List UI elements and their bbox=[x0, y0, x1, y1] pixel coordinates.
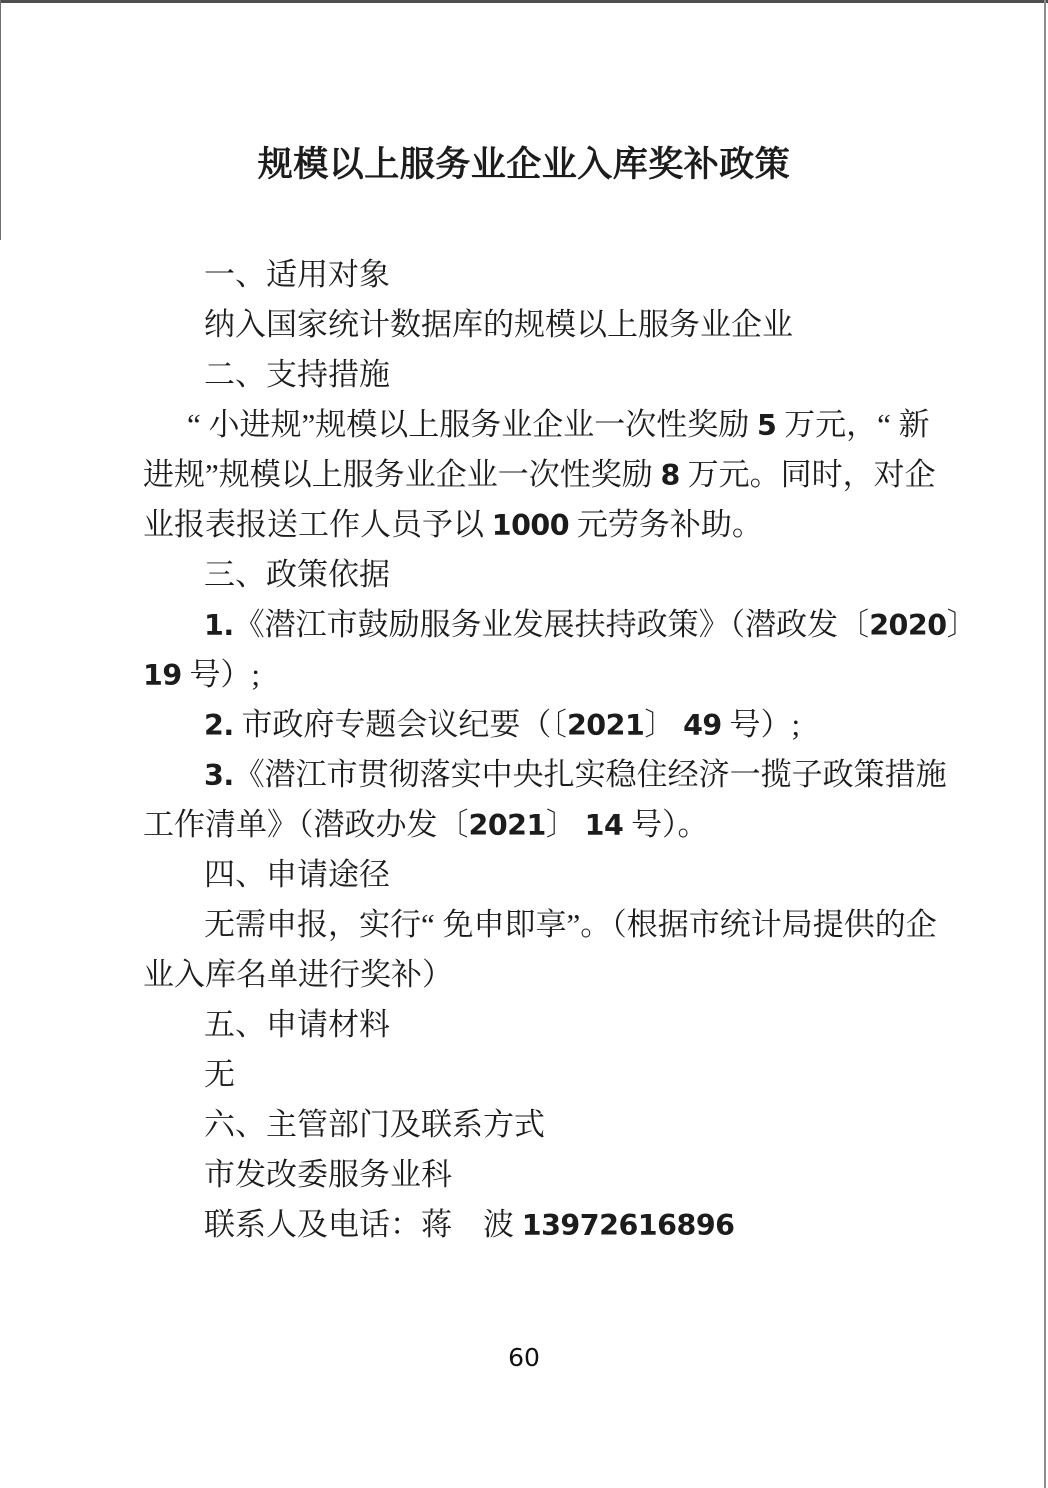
numeral: 5 bbox=[757, 409, 777, 442]
page-top-border bbox=[0, 0, 1048, 3]
numeral: 19 bbox=[143, 659, 182, 692]
text-line: 工作清单》（潜政办发〔2021〕 14 号）。 bbox=[143, 807, 709, 842]
numeral: 8 bbox=[660, 459, 680, 492]
text-line: 无需申报，实行“ 免申即享”。（根据市统计局提供的企 bbox=[204, 907, 937, 942]
document-title: 规模以上服务业企业入库奖补政策 bbox=[257, 145, 791, 184]
numeral: 1. bbox=[204, 609, 234, 642]
numeral: 49 bbox=[683, 709, 722, 742]
section-heading-1: 一、适用对象 bbox=[204, 257, 390, 292]
numeral: 13972616896 bbox=[521, 1209, 735, 1242]
numeral: 2. bbox=[204, 709, 234, 742]
text-line: 3.《潜江市贯彻落实中央扎实稳住经济一揽子政策措施 bbox=[204, 757, 947, 792]
document-body bbox=[143, 250, 978, 1250]
text-line: 无 bbox=[204, 1057, 235, 1092]
section-heading-4: 四、申请途径 bbox=[204, 857, 390, 892]
section-heading-3: 三、政策依据 bbox=[204, 557, 390, 592]
section-heading-6: 六、主管部门及联系方式 bbox=[204, 1107, 545, 1142]
text-line: “ 小进规”规模以上服务业企业一次性奖励 5 万元，“ 新 bbox=[187, 407, 930, 442]
numeral: 2020 bbox=[869, 609, 947, 642]
text-line: 1.《潜江市鼓励服务业发展扶持政策》（潜政发〔2020〕 bbox=[204, 607, 978, 642]
section-heading-2: 二、支持措施 bbox=[204, 357, 390, 392]
page-left-border bbox=[0, 0, 1, 240]
numeral: 2021 bbox=[566, 709, 645, 742]
numeral: 14 bbox=[584, 809, 624, 842]
contact-line: 联系人及电话：蒋 波 13972616896 bbox=[204, 1207, 735, 1242]
text-line: 19 号）; bbox=[143, 657, 261, 692]
numeral: 3. bbox=[204, 759, 234, 792]
page-number: 60 bbox=[508, 1343, 540, 1372]
section-heading-5: 五、申请材料 bbox=[204, 1007, 390, 1042]
text-line: 2. 市政府专题会议纪要（〔2021〕 49 号）; bbox=[204, 707, 801, 742]
text-line: 业入库名单进行奖补） bbox=[143, 957, 453, 992]
text-line: 业报表报送工作人员予以 1000 元劳务补助。 bbox=[143, 507, 763, 542]
text-line: 市发改委服务业科 bbox=[204, 1157, 452, 1192]
text-line: 纳入国家统计数据库的规模以上服务业企业 bbox=[204, 307, 793, 342]
numeral: 1000 bbox=[491, 509, 570, 542]
numeral: 2021 bbox=[468, 809, 546, 842]
text-line: 进规”规模以上服务业企业一次性奖励 8 万元。同时，对企 bbox=[143, 457, 936, 492]
page-right-border bbox=[1044, 0, 1046, 1488]
